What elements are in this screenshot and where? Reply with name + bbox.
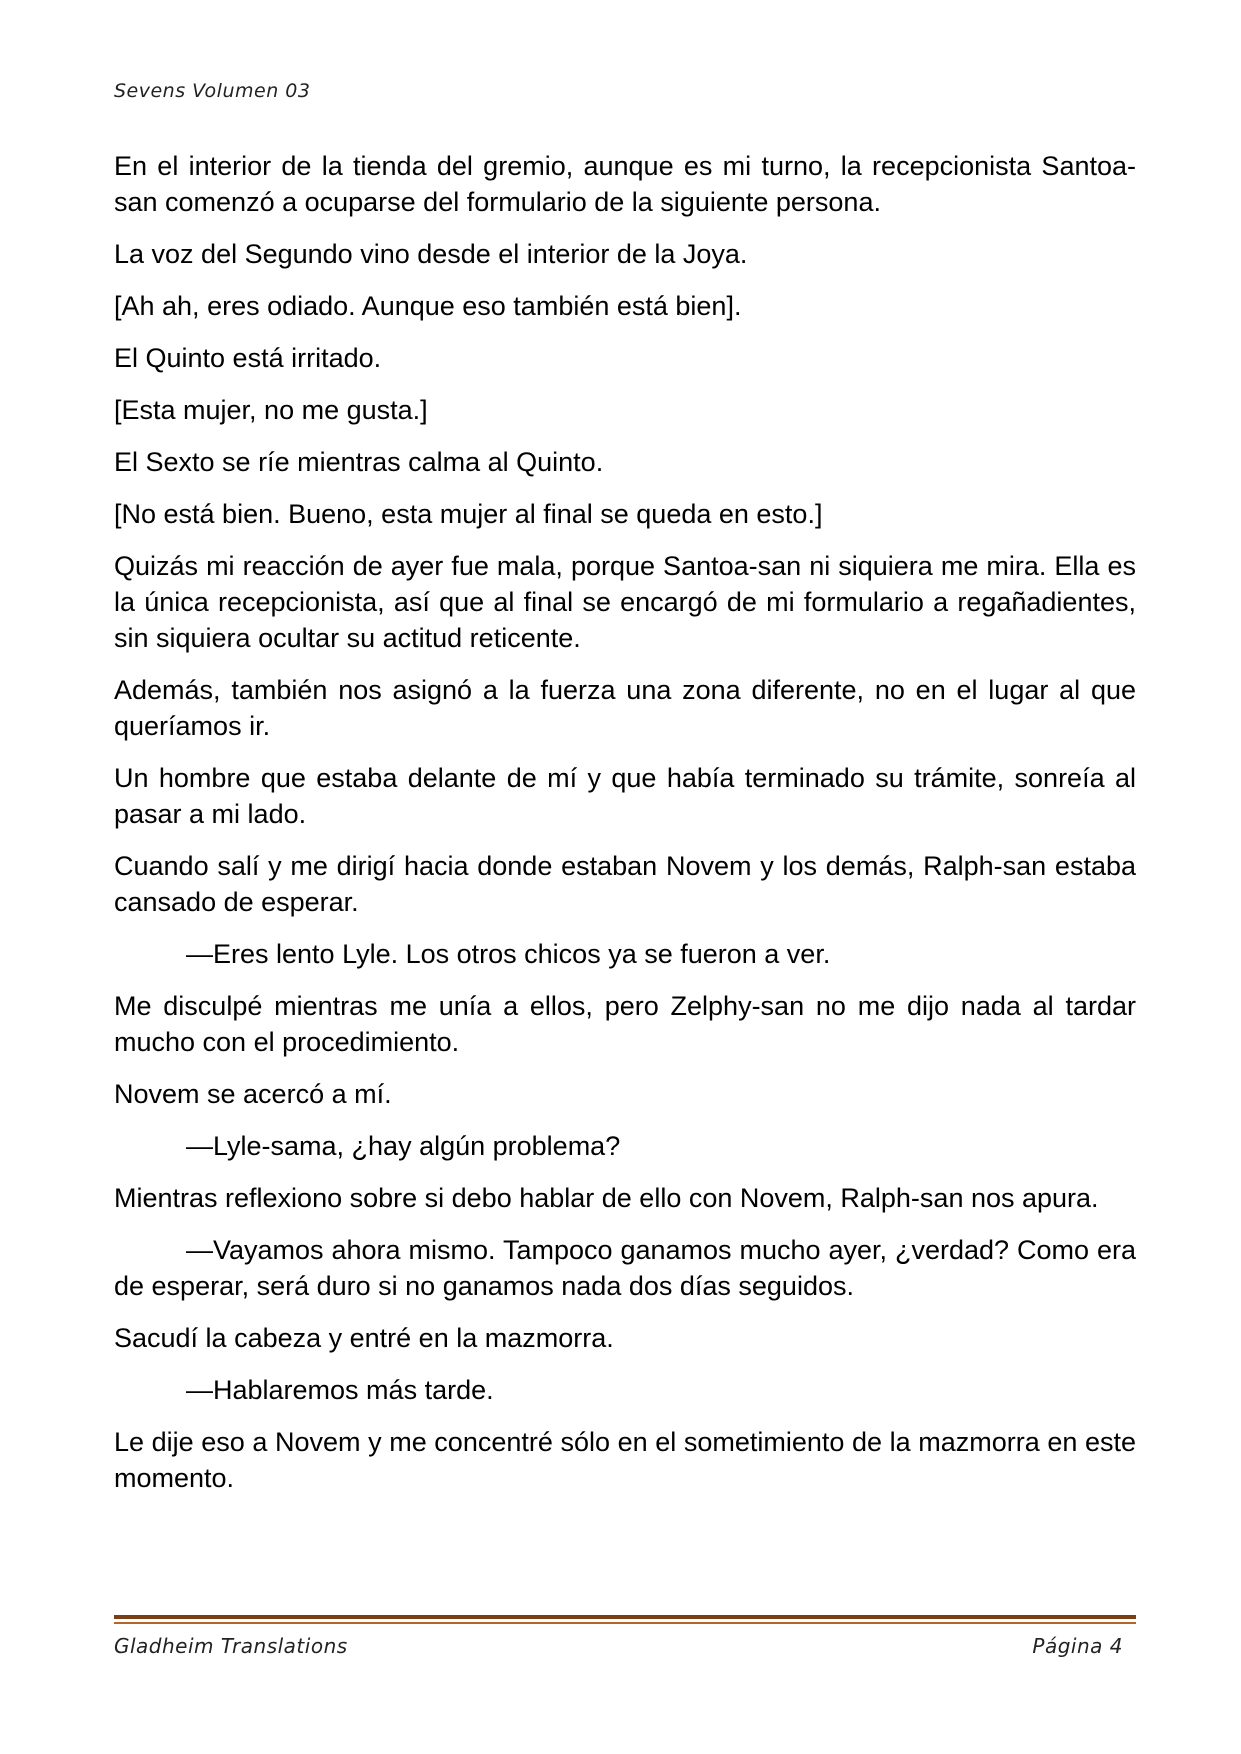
paragraph: La voz del Segundo vino desde el interior de la Joya.	[114, 239, 748, 269]
paragraph: El Sexto se ríe mientras calma al Quinto.	[114, 447, 604, 477]
paragraph: Me disculpé mientras me unía a ellos, pero Zelphy-san no me dijo nada al tardar mucho con el procedimiento.	[114, 991, 1136, 1057]
paragraph: [Ah ah, eres odiado. Aunque eso también está bien].	[114, 291, 742, 321]
paragraph: [Esta mujer, no me gusta.]	[114, 395, 428, 425]
document-body	[114, 148, 1136, 1512]
dialogue-paragraph: —Lyle-sama, ¿hay algún problema?	[186, 1131, 621, 1161]
footer-translator-name: Gladheim Translations	[114, 1634, 348, 1658]
paragraph: Quizás mi reacción de ayer fue mala, porque Santoa-san ni siquiera me mira. Ella es la única recepcionista, así que al final se encargó de mi formulario a regañadientes, sin siquiera ocultar su actitud reticente.	[114, 551, 1136, 653]
footer-rule-thin	[114, 1622, 1136, 1624]
dialogue-paragraph: —Eres lento Lyle. Los otros chicos ya se fueron a ver.	[186, 939, 831, 969]
paragraph: Novem se acercó a mí.	[114, 1079, 392, 1109]
paragraph: En el interior de la tienda del gremio, aunque es mi turno, la recepcionista Santoa-san comenzó a ocuparse del formulario de la siguiente persona.	[114, 151, 1136, 217]
paragraph: Le dije eso a Novem y me concentré sólo en el sometimiento de la mazmorra en este momento.	[114, 1427, 1136, 1493]
paragraph: Un hombre que estaba delante de mí y que había terminado su trámite, sonreía al pasar a mi lado.	[114, 763, 1136, 829]
paragraph: Sacudí la cabeza y entré en la mazmorra.	[114, 1323, 614, 1353]
dialogue-paragraph: —Hablaremos más tarde.	[186, 1375, 494, 1405]
paragraph: Además, también nos asignó a la fuerza una zona diferente, no en el lugar al que queríamos ir.	[114, 675, 1136, 741]
footer-rule-thick	[114, 1615, 1136, 1619]
paragraph: Cuando salí y me dirigí hacia donde estaban Novem y los demás, Ralph-san estaba cansado de esperar.	[114, 851, 1136, 917]
paragraph: El Quinto está irritado.	[114, 343, 382, 373]
dialogue-paragraph: —Vayamos ahora mismo. Tampoco ganamos mucho ayer, ¿verdad? Como era de esperar, será duro si no ganamos nada dos días seguidos.	[114, 1235, 1136, 1301]
page-header-title: Sevens Volumen 03	[114, 80, 311, 102]
paragraph: Mientras reflexiono sobre si debo hablar de ello con Novem, Ralph-san nos apura.	[114, 1183, 1099, 1213]
paragraph: [No está bien. Bueno, esta mujer al final se queda en esto.]	[114, 499, 823, 529]
footer-page-number: Página 4	[1032, 1634, 1123, 1658]
